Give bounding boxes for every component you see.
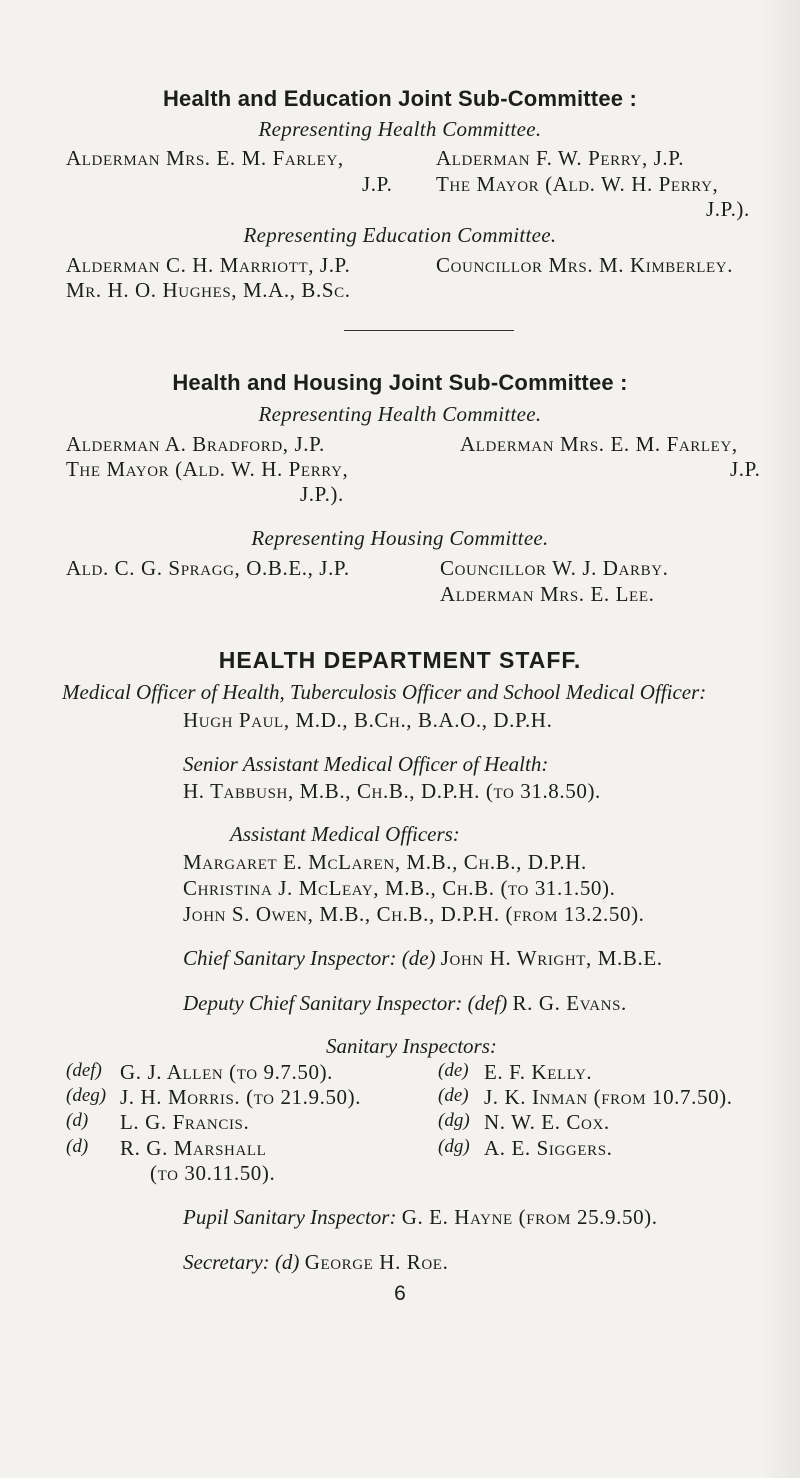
- member-suffix: J.P.).: [706, 197, 750, 221]
- inspector-name: A. E. Siggers.: [484, 1136, 613, 1160]
- inspector-name: R. G. Marshall: [120, 1136, 267, 1160]
- section-heading-health-education: Health and Education Joint Sub-Committee :: [162, 86, 638, 111]
- inspector-name: N. W. E. Cox.: [484, 1110, 610, 1134]
- member-name: Alderman Mrs. E. M. Farley,: [66, 146, 344, 170]
- member-name: Alderman C. H. Marriott, J.P.: [66, 253, 351, 277]
- qualification-tag: (d): [66, 1110, 89, 1131]
- role-label: Pupil Sanitary Inspector:: [183, 1205, 397, 1229]
- inspector-name: E. F. Kelly.: [484, 1060, 593, 1084]
- section-heading-staff: HEALTH DEPARTMENT STAFF.: [218, 647, 582, 673]
- secretary-line: [183, 1250, 448, 1275]
- pupil-sanitary-inspector-line: [183, 1205, 658, 1230]
- inspector-note: (to 30.11.50).: [150, 1161, 276, 1185]
- member-name: The Mayor (Ald. W. H. Perry,: [66, 457, 349, 481]
- subheading-representing-education: Representing Education Committee.: [243, 223, 557, 247]
- staff-name: R. G. Evans.: [512, 991, 627, 1015]
- member-suffix: J.P.).: [300, 482, 344, 506]
- section-divider: [344, 330, 514, 331]
- qualification-tag: (de): [438, 1085, 469, 1106]
- staff-name: G. E. Hayne (from 25.9.50).: [401, 1205, 658, 1229]
- qualification-tag: (def): [467, 991, 508, 1015]
- member-name: Alderman A. Bradford, J.P.: [66, 432, 325, 456]
- qualification-tag: (d): [66, 1136, 89, 1157]
- member-name: The Mayor (Ald. W. H. Perry,: [436, 172, 719, 196]
- deputy-chief-sanitary-inspector-line: [183, 991, 627, 1016]
- qualification-tag: (dg): [438, 1136, 470, 1157]
- role-label: Chief Sanitary Inspector:: [183, 946, 397, 970]
- staff-name: H. Tabbush, M.B., Ch.B., D.P.H. (to 31.8.50).: [183, 779, 601, 803]
- role-sanitary-inspectors: Sanitary Inspectors:: [326, 1034, 497, 1058]
- subheading-representing-health: Representing Health Committee.: [258, 117, 542, 141]
- qualification-tag: (dg): [438, 1110, 470, 1131]
- qualification-tag: (d): [274, 1250, 300, 1274]
- member-name: Alderman F. W. Perry, J.P.: [436, 146, 685, 170]
- inspector-name: J. K. Inman (from 10.7.50).: [484, 1085, 733, 1109]
- page-edge-shadow: [760, 0, 800, 1478]
- subheading-representing-housing: Representing Housing Committee.: [251, 526, 549, 550]
- member-name: Mr. H. O. Hughes, M.A., B.Sc.: [66, 278, 351, 302]
- qualification-tag: (de): [401, 946, 436, 970]
- staff-name: John H. Wright, M.B.E.: [440, 946, 663, 970]
- inspector-name: L. G. Francis.: [120, 1110, 250, 1134]
- inspector-name: J. H. Morris. (to 21.9.50).: [120, 1085, 362, 1109]
- member-name: Ald. C. G. Spragg, O.B.E., J.P.: [66, 556, 350, 580]
- section-heading-health-housing: Health and Housing Joint Sub-Committee :: [172, 370, 628, 395]
- qualification-tag: (deg): [66, 1085, 107, 1106]
- inspector-name: G. J. Allen (to 9.7.50).: [120, 1060, 334, 1084]
- role-label: Deputy Chief Sanitary Inspector:: [183, 991, 463, 1015]
- staff-name: Margaret E. McLaren, M.B., Ch.B., D.P.H.: [183, 850, 587, 874]
- qualification-tag: (def): [66, 1060, 102, 1081]
- member-name: Alderman Mrs. E. Lee.: [440, 582, 655, 606]
- subheading-representing-health: Representing Health Committee.: [258, 402, 542, 426]
- member-name: Alderman Mrs. E. M. Farley,: [460, 432, 738, 456]
- page-number: 6: [394, 1282, 406, 1305]
- role-medical-officer: Medical Officer of Health, Tuberculosis Officer and School Medical Officer:: [62, 680, 707, 704]
- member-suffix: J.P.: [730, 457, 761, 481]
- staff-name: Hugh Paul, M.D., B.Ch., B.A.O., D.P.H.: [183, 708, 553, 732]
- role-assistant-medical-officers: Assistant Medical Officers:: [230, 822, 460, 846]
- qualification-tag: (de): [438, 1060, 469, 1081]
- staff-name: John S. Owen, M.B., Ch.B., D.P.H. (from 13.2.50).: [183, 902, 645, 926]
- staff-name: George H. Roe.: [304, 1250, 449, 1274]
- member-name: Councillor Mrs. M. Kimberley.: [436, 253, 734, 277]
- member-suffix: J.P.: [362, 172, 393, 196]
- chief-sanitary-inspector-line: [183, 946, 663, 971]
- role-senior-assistant: Senior Assistant Medical Officer of Health:: [183, 752, 549, 776]
- role-label: Secretary:: [183, 1250, 270, 1274]
- staff-name: Christina J. McLeay, M.B., Ch.B. (to 31.1.50).: [183, 876, 616, 900]
- member-name: Councillor W. J. Darby.: [440, 556, 669, 580]
